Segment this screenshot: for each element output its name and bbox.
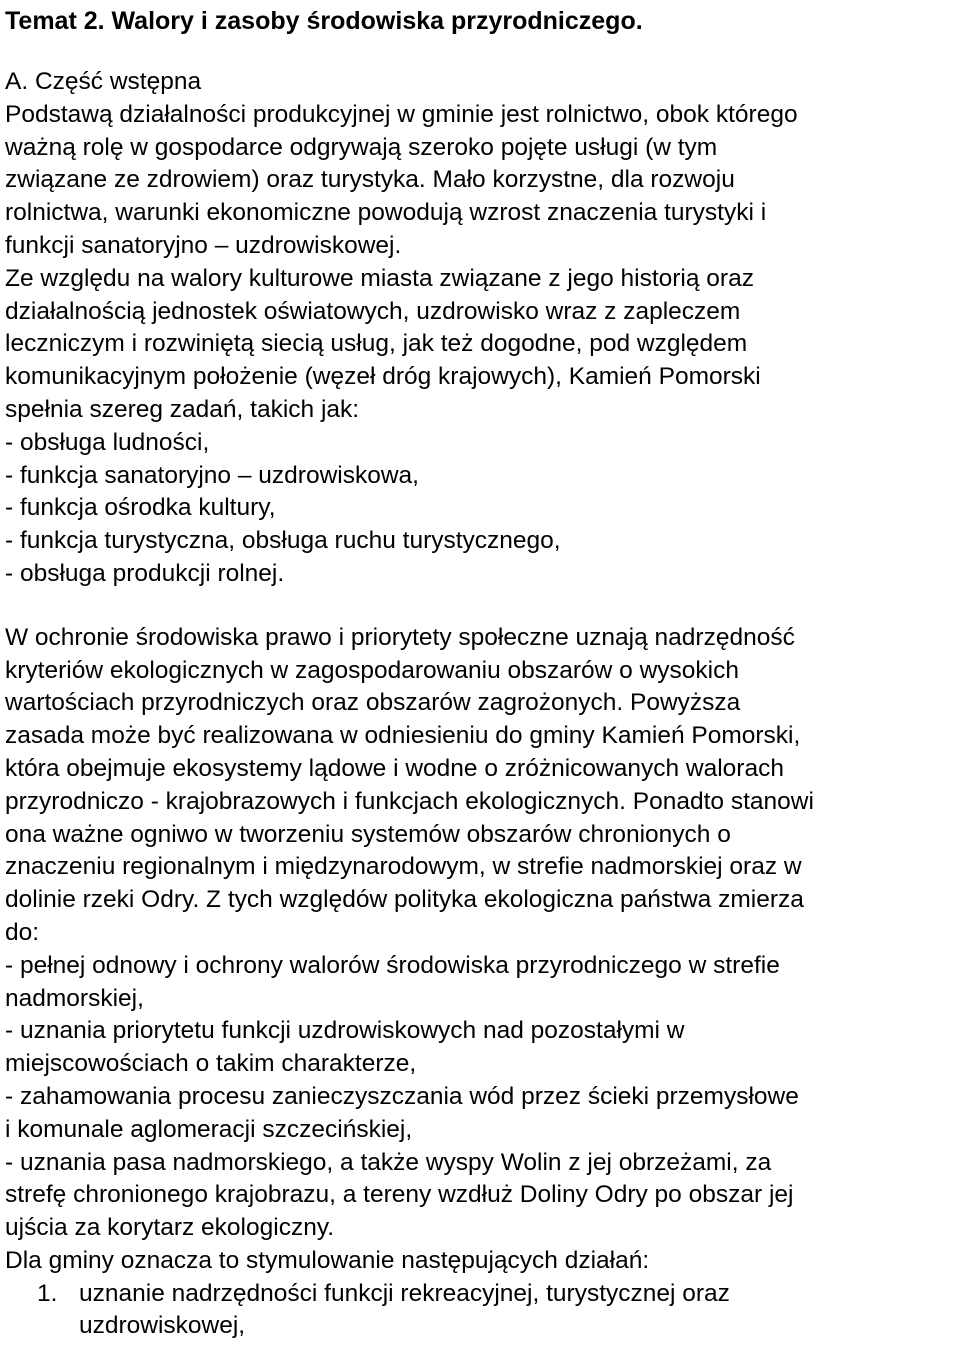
list-item: - pełnej odnowy i ochrony walorów środowiska przyrodniczego w strefie — [5, 951, 780, 979]
section-heading: A. Część wstępna — [5, 68, 202, 95]
paragraph-line: Dla gminy oznacza to stymulowanie następujących działań: — [5, 1246, 650, 1274]
paragraph-line: związane ze zdrowiem) oraz turystyka. Mało korzystne, dla rozwoju — [5, 166, 735, 194]
paragraph-line: ona ważne ogniwo w tworzeniu systemów obszarów chronionych o — [5, 820, 731, 848]
list-item: - funkcja ośrodka kultury, — [5, 494, 276, 522]
numbered-list-item — [5, 1278, 960, 1344]
list-item: miejscowościach o takim charakterze, — [5, 1050, 417, 1078]
list-item: - funkcja sanatoryjno – uzdrowiskowa, — [5, 461, 419, 489]
paragraph-line: leczniczym i rozwiniętą siecią usług, jak też dogodne, pod względem — [5, 330, 748, 358]
section-intro — [5, 66, 960, 591]
paragraph-line: komunikacyjnym położenie (węzeł dróg krajowych), Kamień Pomorski — [5, 363, 761, 391]
list-item: strefę chronionego krajobrazu, a tereny wzdłuż Doliny Odry po obszar jej — [5, 1181, 794, 1209]
paragraph-line: wartościach przyrodniczych oraz obszarów zagrożonych. Powyższa — [5, 689, 741, 717]
list-item: i komunale aglomeracji szczecińskiej, — [5, 1115, 413, 1143]
paragraph-line: która obejmuje ekosystemy lądowe i wodne o zróżnicowanych walorach — [5, 754, 784, 782]
paragraph-gap — [5, 591, 960, 622]
paragraph-line: dolinie rzeki Odry. Z tych względów polityka ekologiczna państwa zmierza — [5, 886, 804, 914]
list-item: nadmorskiej, — [5, 984, 144, 1012]
paragraph-line: działalnością jednostek oświatowych, uzdrowisko wraz z zapleczem — [5, 297, 741, 325]
paragraph-line: Podstawą działalności produkcyjnej w gminie jest rolnictwo, obok którego — [5, 100, 798, 128]
paragraph-line: przyrodniczo - krajobrazowych i funkcjach ekologicznych. Ponadto stanowi — [5, 787, 814, 815]
list-item-line: uznanie nadrzędności funkcji rekreacyjnej, turystycznej oraz — [79, 1279, 730, 1307]
document-page — [5, 0, 960, 1343]
paragraph-line: W ochronie środowiska prawo i priorytety społeczne uznają nadrzędność — [5, 623, 795, 651]
document-title: Temat 2. Walory i zasoby środowiska przyrodniczego. — [5, 7, 643, 35]
list-item: - uznania pasa nadmorskiego, a także wyspy Wolin z jej obrzeżami, za — [5, 1148, 772, 1176]
list-item: ujścia za korytarz ekologiczny. — [5, 1214, 335, 1242]
list-item: - obsługa produkcji rolnej. — [5, 559, 285, 587]
paragraph-line: Ze względu na walory kulturowe miasta związane z jego historią oraz — [5, 264, 754, 292]
paragraph-line: kryteriów ekologicznych w zagospodarowaniu obszarów o wysokich — [5, 656, 739, 684]
paragraph-line: spełnia szereg zadań, takich jak: — [5, 395, 360, 423]
list-item: - funkcja turystyczna, obsługa ruchu turystycznego, — [5, 527, 561, 555]
paragraph-line: rolnictwa, warunki ekonomiczne powodują wzrost znaczenia turystyki i — [5, 199, 767, 227]
list-number: 1. — [37, 1279, 58, 1307]
list-item-line: uzdrowiskowej, — [79, 1312, 246, 1340]
numbered-item-text — [79, 1278, 960, 1344]
paragraph-line: funkcji sanatoryjno – uzdrowiskowej. — [5, 231, 402, 259]
list-item: - uznania priorytetu funkcji uzdrowiskowych nad pozostałymi w — [5, 1017, 685, 1045]
section-protection — [5, 622, 960, 1278]
paragraph-line: znaczeniu regionalnym i międzynarodowym, w strefie nadmorskiej oraz w — [5, 853, 802, 881]
paragraph-line: zasada może być realizowana w odniesieniu do gminy Kamień Pomorski, — [5, 722, 801, 750]
list-item: - obsługa ludności, — [5, 428, 210, 456]
paragraph-line: do: — [5, 918, 40, 946]
list-item: - zahamowania procesu zanieczyszczania wód przez ścieki przemysłowe — [5, 1082, 799, 1110]
paragraph-line: ważną rolę w gospodarce odgrywają szeroko pojęte usługi (w tym — [5, 133, 718, 161]
